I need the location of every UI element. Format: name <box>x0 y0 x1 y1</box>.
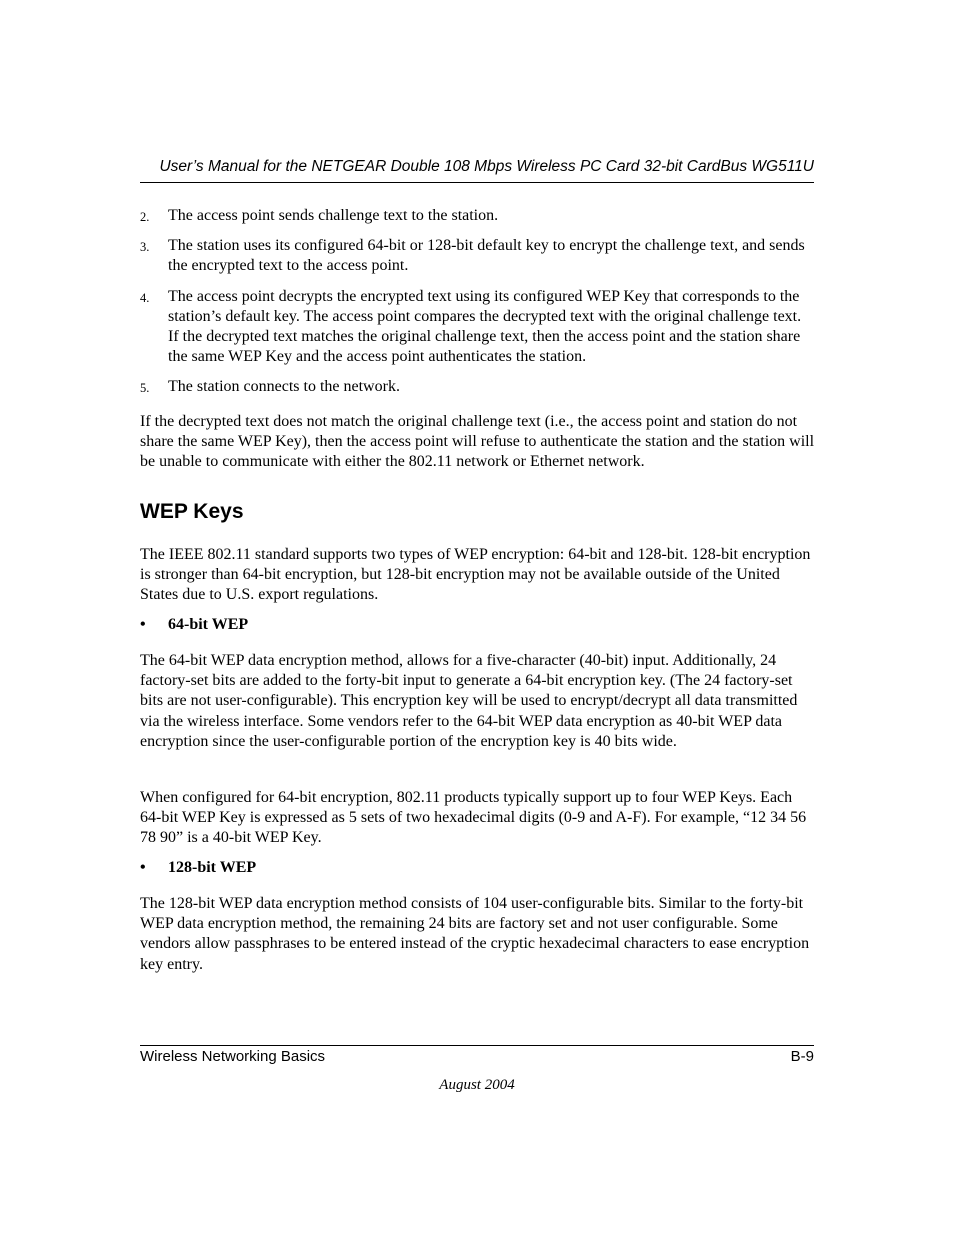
step-text: The station connects to the network. <box>168 378 400 396</box>
bullet-marker: • <box>140 859 146 876</box>
footer-rule <box>140 1045 814 1046</box>
footer-date: August 2004 <box>439 1077 515 1093</box>
step-number: 4. <box>140 290 150 305</box>
footer-chapter-title: Wireless Networking Basics <box>140 1048 326 1065</box>
authentication-steps-list <box>140 206 815 408</box>
step-number: 2. <box>140 210 150 224</box>
step-text: The access point sends challenge text to the station. <box>168 207 499 224</box>
step-number: 3. <box>140 240 150 255</box>
wep-64-paragraph-1: The 64-bit WEP data encryption method, allows for a five-character (40-bit) input. Additionally, 24 factory-set bits are added to the forty-bit input to generate a 64-bit encryption key. (The 24 factory-set bits are not user-configurable). This encryption key will be used to encrypt/decrypt all data transmitted via the wireless interface. Some vendors refer to the 64-bit WEP data encryption as 40-bit WEP data encryption since the user-configurable portion of the encryption key is 40 bits wide. <box>140 652 798 750</box>
list-item <box>140 377 815 397</box>
header-rule <box>140 182 814 183</box>
list-item <box>140 287 815 368</box>
bullet-marker: • <box>140 616 146 633</box>
bullet-label: 128-bit WEP <box>168 859 257 876</box>
wep-64-paragraph-2: When configured for 64-bit encryption, 802.11 products typically support up to four WEP Keys. Each 64-bit WEP Key is expressed as 5 sets of two hexadecimal digits (0-9 and A-F). For example, “12 34 56 78 90” is a 40-bit WEP Key. <box>140 789 807 847</box>
list-item <box>140 206 815 226</box>
section-heading: WEP Keys <box>140 500 244 523</box>
step-number: 5. <box>140 381 150 396</box>
step-text: The station uses its configured 64-bit or 128-bit default key to encrypt the challenge text, and sends the encrypted text to the access point. <box>168 237 805 275</box>
page-number: B-9 <box>790 1048 814 1065</box>
mismatch-paragraph: If the decrypted text does not match the original challenge text (i.e., the access point and station do not share the same WEP Key), then the access point will refuse to authenticate the station and the station will be unable to communicate with either the 802.11 network or Ethernet network. <box>140 413 815 471</box>
list-item <box>140 236 815 276</box>
bullet-64-bit-wep <box>140 615 815 635</box>
running-header-title: User’s Manual for the NETGEAR Double 108 Mbps Wireless PC Card 32-bit CardBus WG511U <box>159 158 814 175</box>
wep-intro-paragraph: The IEEE 802.11 standard supports two types of WEP encryption: 64-bit and 128-bit. 128-bit encryption is stronger than 64-bit encryption, but 128-bit encryption may not be available outside of the United States due to U.S. export regulations. <box>140 546 811 604</box>
step-text: The access point decrypts the encrypted text using its configured WEP Key that corresponds to the station’s default key. The access point compares the decrypted text with the original challenge text. If the decrypted text matches the original challenge text, then the access point and the station share the same WEP Key and the access point authenticates the station. <box>168 287 802 366</box>
wep-128-paragraph: The 128-bit WEP data encryption method consists of 104 user-configurable bits. Similar to the forty-bit WEP data encryption method, the remaining 24 bits are factory set and not user configurable. Some vendors allow passphrases to be entered instead of the cryptic hexadecimal characters to ease encryption key entry. <box>140 895 810 973</box>
bullet-label: 64-bit WEP <box>168 616 249 633</box>
bullet-128-bit-wep <box>140 858 815 878</box>
